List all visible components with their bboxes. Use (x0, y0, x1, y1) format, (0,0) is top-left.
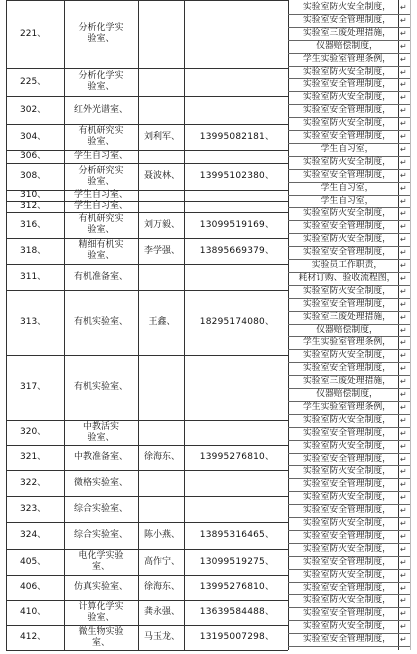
room-number: 317、 (20, 382, 47, 392)
rule-text: 实验室防火安全制度， (303, 595, 391, 606)
manager-name: 王鑫、 (148, 317, 176, 327)
rule-text: 实验员工作职责， (311, 260, 383, 270)
return-mark: ↵ (400, 209, 407, 219)
rule-text: 实验室安全管理制度， (303, 221, 391, 232)
row-rule (6, 575, 288, 576)
rule-text: 实验室防火安全制度， (303, 518, 391, 528)
row-rule (6, 355, 288, 356)
manager-name: 马玉龙、 (143, 632, 180, 642)
manager-phone: 13995082181、 (199, 131, 275, 142)
room-number: 405、 (20, 556, 47, 567)
row-rule (6, 68, 288, 69)
rule-text: 学生自习室， (320, 182, 374, 193)
room-name: 验室、 (87, 176, 115, 187)
room-number: 406、 (20, 582, 47, 592)
manager-phone: 13995102380、 (199, 171, 275, 181)
return-mark: ↵ (400, 80, 407, 90)
row-rule (6, 496, 288, 497)
return-mark: ↵ (400, 93, 407, 103)
room-name: 分析研究实 (78, 165, 124, 176)
row-rule (6, 650, 288, 651)
return-mark: ↵ (400, 299, 407, 309)
row-rule (6, 290, 288, 291)
room-number: 318、 (20, 245, 47, 256)
return-mark: ↵ (400, 325, 407, 335)
rule-text: 实验室安全管理制度， (303, 453, 391, 464)
row-rule (6, 600, 288, 601)
room-name: 有机准备室、 (73, 271, 128, 282)
return-mark: ↵ (400, 583, 407, 593)
rule-text: 实验室安全管理制度， (303, 169, 391, 180)
return-mark: ↵ (400, 351, 407, 361)
rule-text: 学生实验室管理条例， (303, 337, 391, 348)
row-rule (6, 470, 288, 471)
rule-text: 学生实验室管理条例， (303, 53, 391, 64)
rule-text: 实验室安全管理制度， (303, 479, 391, 490)
room-number: 321、 (20, 452, 47, 462)
rule-text: 学生自习室， (320, 195, 374, 206)
room-name: 计算化学实 (78, 601, 124, 612)
room-name: 红外光谱室、 (73, 104, 128, 115)
return-mark: ↵ (400, 428, 407, 438)
return-mark: ↵ (400, 144, 407, 154)
room-number: 322、 (20, 477, 47, 488)
return-mark: ↵ (400, 312, 407, 322)
rule-text: 实验室安全管理制度， (303, 105, 391, 116)
return-mark: ↵ (400, 570, 407, 580)
lab-safety-table (6, 0, 410, 650)
row-rule (6, 522, 288, 523)
row-rule (6, 238, 288, 239)
manager-phone: 13895316465、 (199, 530, 275, 540)
column-rule (184, 0, 185, 650)
return-mark: ↵ (400, 364, 407, 374)
room-name: 验室、 (87, 34, 115, 44)
room-number: 306、 (20, 151, 47, 161)
rule-text: 仪器赔偿制度， (316, 389, 378, 399)
rule-text: 实验室防火安全制度， (303, 234, 391, 245)
return-mark: ↵ (400, 15, 407, 25)
rule-text: 实验室安全管理制度， (303, 530, 391, 541)
room-name: 验室、 (87, 225, 115, 235)
row-rule (6, 264, 288, 265)
return-mark: ↵ (400, 544, 407, 554)
room-name: 综合实验室、 (73, 503, 128, 514)
column-rule (138, 0, 139, 650)
return-mark: ↵ (400, 41, 407, 51)
return-mark: ↵ (400, 390, 407, 399)
manager-phone: 13099519169、 (199, 219, 275, 230)
row-rule (6, 212, 288, 213)
rule-text: 实验室防火安全制度， (303, 440, 391, 451)
rule-text: 实验室安全管理制度， (303, 582, 391, 593)
return-mark: ↵ (400, 596, 407, 606)
room-number: 410、 (20, 607, 47, 617)
room-name: 精细有机实 (78, 240, 124, 250)
room-number: 221、 (20, 28, 47, 39)
row-rule (6, 549, 288, 550)
return-mark: ↵ (400, 132, 407, 141)
return-mark: ↵ (400, 506, 407, 516)
return-mark: ↵ (400, 261, 407, 270)
room-number: 324、 (20, 530, 47, 540)
rule-text: 实验室安全管理制度， (303, 298, 391, 309)
room-name: 室、 (91, 562, 110, 572)
room-number: 323、 (20, 503, 47, 514)
rule-text: 实验室安全管理制度， (303, 131, 391, 141)
manager-phone: 13895669379、 (199, 245, 275, 256)
rule-text: 学生实验室管理条例， (303, 401, 391, 412)
row-rule (6, 420, 288, 421)
room-number: 225、 (20, 76, 47, 87)
room-name: 综合实验室、 (73, 530, 128, 540)
rule-text: 实验室三废处理措施， (303, 311, 391, 322)
rule-text: 实验室防火安全制度， (303, 492, 391, 503)
row-rule (6, 96, 288, 97)
manager-name: 刘利军、 (143, 131, 180, 142)
rule-text: 实验室安全管理制度， (303, 363, 391, 374)
room-name: 验室、 (87, 82, 115, 92)
return-mark: ↵ (400, 454, 407, 464)
return-mark: ↵ (400, 157, 407, 167)
rule-text: 实验室防火安全制度， (303, 350, 391, 361)
rule-text: 实验室三废处理措施， (303, 376, 391, 387)
room-number: 304、 (20, 131, 47, 142)
rule-text: 实验室防火安全制度， (303, 208, 391, 219)
return-mark: ↵ (400, 402, 407, 412)
rule-text: 实验室防火安全制度， (303, 414, 391, 425)
room-name: 室、 (91, 637, 110, 648)
room-name: 中教活实 (82, 421, 119, 432)
rule-text: 实验室防火安全制度， (303, 156, 391, 167)
manager-name: 李学强、 (143, 245, 180, 256)
room-name: 验室、 (87, 432, 115, 443)
rule-text: 实验室防火安全制度， (303, 466, 391, 477)
rule-text: 耗材订购、验收流程图， (298, 272, 396, 283)
row-rule (6, 445, 288, 446)
manager-phone: 13099519275、 (199, 556, 275, 567)
rule-text: 仪器赔偿制度， (316, 324, 378, 335)
rule-text: 实验室防火安全制度， (303, 285, 391, 296)
manager-name: 聂波林、 (143, 171, 180, 181)
room-name: 有机研究实 (78, 214, 124, 224)
manager-phone: 13639584488、 (199, 607, 275, 617)
rule-text: 仪器赔偿制度， (316, 40, 378, 51)
return-mark: ↵ (400, 467, 407, 477)
return-mark: ↵ (400, 196, 407, 206)
return-mark: ↵ (400, 3, 407, 12)
rule-text: 实验室安全管理制度， (303, 505, 391, 516)
room-number: 316、 (20, 219, 47, 230)
room-number: 310、 (20, 190, 47, 200)
return-mark: ↵ (400, 609, 407, 619)
return-mark: ↵ (400, 183, 407, 193)
return-mark: ↵ (400, 235, 407, 245)
room-name: 中教准备室、 (73, 452, 128, 462)
return-mark: ↵ (400, 119, 407, 129)
return-mark: ↵ (400, 273, 407, 283)
return-mark: ↵ (400, 622, 407, 632)
room-name: 仿真实验室、 (73, 582, 128, 592)
manager-phone: 18295174080、 (199, 317, 275, 327)
rule-text: 实验室安全管理制度， (303, 79, 391, 90)
return-mark: ↵ (400, 493, 407, 503)
return-mark: ↵ (400, 106, 407, 116)
return-mark: ↵ (400, 67, 407, 77)
manager-name: 徐海东、 (143, 452, 180, 462)
rule-text: 实验室安全管理制度， (303, 634, 391, 645)
rule-text: 实验室安全管理制度， (303, 608, 391, 619)
room-name: 分析化学实 (78, 23, 124, 33)
rule-text: 实验室安全管理制度， (303, 556, 391, 567)
rule-text: 实验室安全管理制度， (303, 427, 391, 438)
manager-name: 刘万毅、 (143, 219, 180, 230)
room-number: 320、 (20, 427, 47, 437)
return-mark: ↵ (400, 415, 407, 425)
manager-name: 徐海东、 (143, 582, 180, 592)
return-mark: ↵ (400, 54, 407, 64)
rule-text: 实验室防火安全制度， (303, 2, 391, 12)
room-name: 学生自习室、 (73, 190, 128, 200)
row-rule (6, 625, 288, 626)
column-rule (288, 0, 289, 650)
return-mark: ↵ (400, 377, 407, 387)
room-name: 有机实验室、 (73, 382, 128, 392)
row-rule (6, 0, 288, 1)
return-mark: ↵ (400, 519, 407, 528)
room-name: 学生自习室、 (73, 151, 128, 161)
manager-name: 高作宁、 (143, 556, 180, 567)
room-number: 312、 (20, 201, 47, 211)
return-mark: ↵ (400, 222, 407, 232)
room-number: 311、 (20, 271, 47, 282)
return-mark: ↵ (400, 557, 407, 567)
rule-text: 学生自习室， (320, 143, 374, 154)
room-number: 412、 (20, 632, 47, 642)
room-name: 分析化学实 (78, 71, 124, 81)
room-name: 电化学实验 (78, 551, 124, 561)
return-mark: ↵ (400, 28, 407, 38)
rule-text: 实验室防火安全制度， (303, 569, 391, 580)
column-rule (410, 0, 411, 650)
manager-name: 龚永强、 (143, 607, 180, 617)
room-number: 302、 (20, 104, 47, 115)
rule-text: 实验室安全管理制度， (303, 247, 391, 258)
return-mark: ↵ (400, 441, 407, 451)
rule-text: 实验室三废处理措施， (303, 27, 391, 38)
room-number: 308、 (20, 171, 47, 181)
rule-line-divider (288, 646, 410, 647)
row-rule (6, 163, 288, 164)
rule-text: 实验室防火安全制度， (303, 621, 391, 632)
rule-text: 实验室防火安全制度， (303, 118, 391, 129)
room-name: 验室、 (87, 137, 115, 147)
manager-phone: 13995276810、 (199, 582, 275, 592)
rule-text: 实验室防火安全制度， (303, 66, 391, 77)
return-mark: ↵ (400, 480, 407, 490)
row-rule (6, 124, 288, 125)
return-mark: ↵ (400, 286, 407, 296)
manager-name: 陈小燕、 (143, 530, 180, 540)
rule-text: 实验室防火安全制度， (303, 92, 391, 103)
room-name: 验室、 (87, 612, 115, 623)
return-mark: ↵ (400, 531, 407, 541)
manager-phone: 13995276810、 (199, 452, 275, 462)
room-name: 学生自习室、 (73, 201, 128, 211)
room-name: 微格实验室、 (73, 477, 128, 488)
return-mark: ↵ (400, 170, 407, 180)
room-number: 313、 (20, 317, 47, 327)
manager-phone: 13195007298、 (199, 632, 275, 642)
room-name: 有机研究实 (78, 126, 124, 136)
rule-text: 实验室防火安全制度， (303, 543, 391, 554)
room-name: 有机实验室、 (73, 317, 128, 327)
return-mark: ↵ (400, 248, 407, 258)
return-mark: ↵ (400, 338, 407, 348)
room-name: 验室、 (87, 251, 115, 261)
return-mark: ↵ (400, 635, 407, 645)
rule-text: 实验室安全管理制度， (303, 14, 391, 25)
room-name: 微生物实验 (78, 626, 124, 637)
